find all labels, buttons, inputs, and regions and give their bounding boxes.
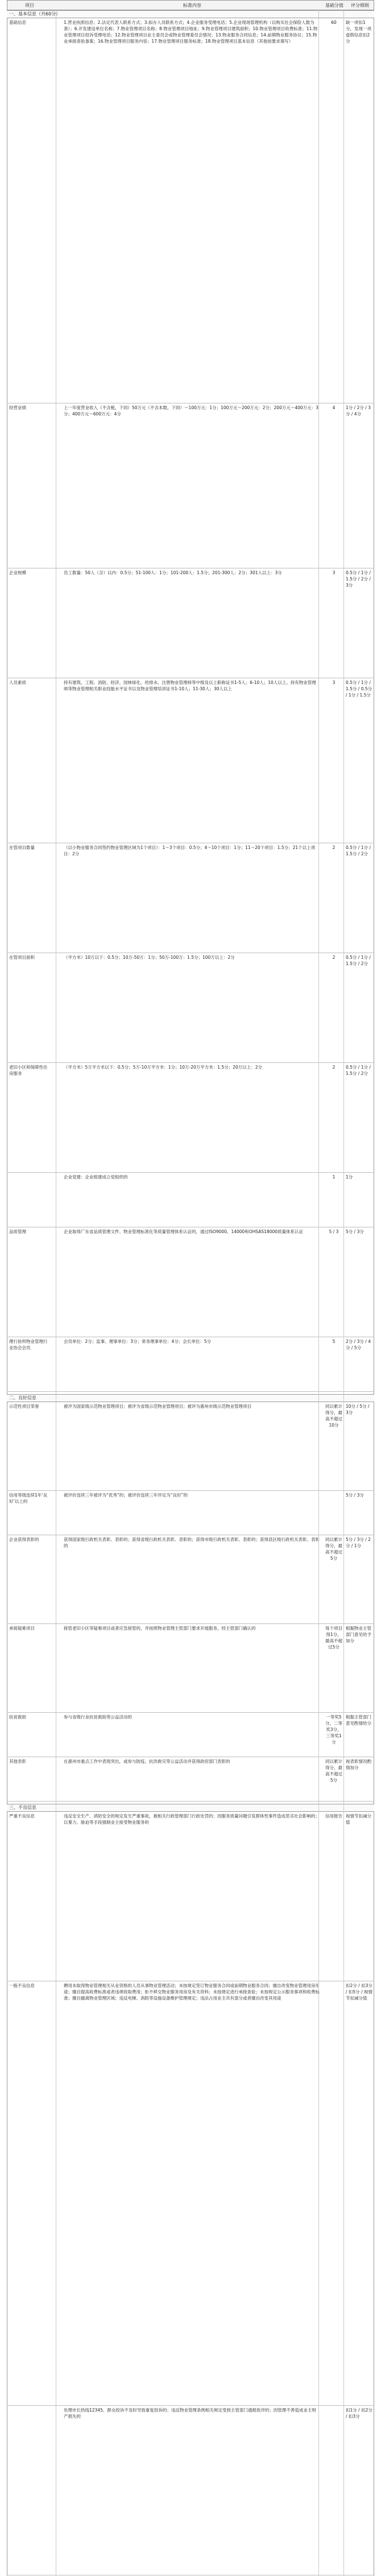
- row-rule: 0.5分 / 1分 / 1.5分 / 2分: [346, 845, 371, 856]
- row-standard: 企业取得广东省品质管理文件、物业管理标准化等质量管理体系认证的，通过ISO9000、14000和OHSAS18000质量体系认证: [64, 1229, 304, 1234]
- row-rule: 扣2分 / 扣3分 / 扣5分 / 视情节扣减分值: [346, 1983, 372, 2001]
- table-row: [7, 1812, 374, 1981]
- row-item: 在管项目面积: [9, 955, 35, 960]
- row-rule: 10分 / 5分 / 3分: [346, 1404, 370, 1415]
- table-row: [7, 1624, 374, 1713]
- row-points: 5 / 3: [329, 1229, 339, 1234]
- row-points: 3: [332, 680, 336, 685]
- header-item: 项目: [25, 2, 34, 8]
- row-standard: 参与省级行业扶贫救助等公益活动的: [64, 1714, 132, 1720]
- row-item: 严重不良信息: [9, 1813, 35, 1819]
- table-row: [7, 843, 374, 953]
- row-rule: 5分 / 3分 / 2分 / 1分: [346, 1537, 371, 1548]
- row-points: 一等奖5分，二等奖3分，三等奖1分: [325, 1714, 342, 1745]
- row-points: 3: [332, 570, 336, 575]
- row-standard: 获得国家级行政机关表彰、表彰的；获得省级行政机关表彰、表彰的；获得市级行政机关表彰、表彰的；获得县区级行政机关表彰、表彰的: [64, 1537, 320, 1548]
- row-item: 一般不良信息: [9, 1983, 35, 1988]
- row-points: 每个项目得1分，最高不超过5分: [325, 1626, 342, 1650]
- row-points: 2: [332, 1065, 336, 1070]
- row-rule: 2分 / 3分 / 4分 / 5分: [346, 1339, 371, 1350]
- table-row: [7, 1491, 374, 1535]
- row-standard: （以小物业服务合同签约物业管理区域为1个项目）：1～3个项目：0.5分；4～10个项目：1分；11～20个项目：1.5分；21个以上项目：2分: [64, 845, 316, 856]
- row-standard: 接管老旧小区等疑难项目或者应急接管的，并按照物业管理主管部门要求开展服务，经主管部门确认的: [64, 1626, 256, 1631]
- row-standard: 处理市长热线12345、群众投诉不及时导致重复投诉的；违反物业管理条例相关规定受到主管部门通报批评的；因管理不善造成业主财产损失的: [64, 2408, 316, 2419]
- row-points: 2: [332, 955, 336, 960]
- row-item: 扶贫救助: [9, 1714, 26, 1720]
- row-rule: 1分 / 2分 / 3分 / 4分: [346, 405, 371, 417]
- row-rule: 视表彰情况酌情加分: [346, 1759, 371, 1770]
- header-standard: 标准内容: [183, 2, 201, 8]
- row-standard: 企业党建：企业组建成立党组织的: [64, 1174, 128, 1180]
- row-points: 同以累计得分，最高不超过5分: [325, 1759, 342, 1783]
- section-title: 三、不良信息: [7, 1804, 374, 1812]
- row-item: 企业获得表彰的: [9, 1537, 39, 1542]
- header-rule: 评分细则: [351, 2, 369, 8]
- row-points: 同以累计得分，最高不超过5分: [325, 1537, 342, 1561]
- row-item: 基础信息: [9, 20, 26, 25]
- row-item: 其他表彰: [9, 1759, 26, 1764]
- row-standard: 持有建筑、工程、消防、经济、园林绿化、给排水、注册物业管理师等中级及以上职称证书1-5人；6-10人；10人以上。持有物业管理师等物业管理相关职业技能水平证书以及物业管理培训证书1-10人；11-30人；30人以上: [64, 680, 316, 691]
- row-standard: 会员单位：2分；监事、理事单位：3分；常务理事单位：4分；会长单位：5分: [64, 1339, 212, 1344]
- row-points: 60: [331, 20, 337, 25]
- row-standard: 在惠州市重点工作中表现突出，或参与防疫、抗洪救灾等公益活动并获得政府部门表彰的: [64, 1759, 230, 1764]
- row-item: 示范性项目荣誉: [9, 1404, 39, 1409]
- row-standard: （平方米）10万以下：0.5分；10万-50万：1分；50万-100万：1.5分；100万以上：2分: [64, 955, 235, 960]
- row-item: 经营业绩: [9, 405, 26, 410]
- row-rule: 缺一项扣1分，发现一项虚假信息扣2分: [346, 20, 371, 44]
- table-row: [7, 1535, 374, 1624]
- table-row: [7, 1173, 374, 1227]
- header-base: 基础分值: [325, 2, 343, 8]
- table-row: [7, 1227, 374, 1337]
- row-rule: 0.5分 / 1分 / 1.5分 / 2分 / 3分: [346, 570, 371, 588]
- row-rule: 5分 / 3分: [346, 1493, 364, 1498]
- table-row: [7, 1337, 374, 1392]
- row-standard: 员工数量：50人（含）以内：0.5分；51-100人：1分；101-200人：1.5分；201-300人：2分；301人以上：3分: [64, 570, 282, 575]
- table-row: [7, 678, 374, 843]
- table-row: [7, 1981, 374, 2406]
- section-title: 二、良好信息: [7, 1394, 374, 1402]
- row-rule: 视情节扣减分值: [346, 1813, 371, 1825]
- table-row: [7, 1063, 374, 1173]
- row-item: 品质管理: [9, 1229, 26, 1234]
- row-standard: 聘用未取得物业管理相关从业资格的人员从事物业管理活动；未按规定签订物业服务合同或前期物业服务合同；擅自改变物业管理用房用途；擅自提高收费标准或者违规收取费用；拒不移交物业服务用房及有关资料；未按规定进行承接查验；未按规定公示服务事项和收费标准；擅自撤离物业管理区域；违反电梯、消防等设施设备维护管理规定；违法占用业主共有部分或者擅自改变其用途: [64, 1983, 320, 2001]
- row-item: 企业规模: [9, 570, 26, 575]
- table-row: [7, 403, 374, 568]
- row-rule: 根据物业主管部门意见给予加分: [346, 1626, 371, 1643]
- table-row: [7, 953, 374, 1063]
- row-points: 同以累计得分，最高不超过10分: [325, 1404, 342, 1428]
- row-standard: 被评为国家级示范物业管理项目；被评为省级示范物业管理项目；被评为惠州市级示范物业管理项目: [64, 1404, 251, 1409]
- row-item: 老旧小区和保障性住房服务: [9, 1065, 48, 1076]
- row-item: 理行协所物业管理行业协会会员: [9, 1339, 48, 1350]
- row-rule: 0.5分 / 1分 / 1.5分 / 0.5分 / 1分 / 1.5分: [346, 680, 372, 698]
- table-row: [7, 2406, 374, 2575]
- row-points: 1: [332, 1174, 336, 1180]
- table-row: [7, 568, 374, 678]
- row-rule: 0.5分 / 1分 / 1.5分 / 2分: [346, 955, 371, 966]
- row-rule: 5分 / 3分: [346, 1229, 364, 1234]
- row-points: 2: [332, 845, 336, 850]
- row-standard: 违反安全生产、消防安全的规定发生严重事故，被相关行政管理部门行政处罚的；因服务质量问题引发群体性事件造成恶劣社会影响的；以暴力、胁迫等手段强制业主接受物业服务的: [64, 1813, 320, 1825]
- row-rule: 扣1分 / 扣2分 / 扣3分: [346, 2408, 372, 2419]
- row-item: 承接疑难项目: [9, 1626, 35, 1631]
- row-standard: 被评价连续三年被评为“优秀”的；被评价连续三年评定为“良好”的: [64, 1493, 188, 1498]
- row-standard: （平方米）5万平方米以下：0.5分；5万-10万平方米：1分；10万-20万平方米：1.5分；20万以上：2分: [64, 1065, 263, 1070]
- row-item: 信用等级连续1年‘良好’以上的: [9, 1493, 48, 1504]
- row-rule: 根据主管部门意见酌情给分: [346, 1714, 371, 1726]
- row-rule: 0.5分 / 1分 / 1.5分 / 2分: [346, 1065, 371, 1076]
- column-divider: [343, 10, 344, 2576]
- table-row: [7, 1757, 374, 1802]
- row-points: 4: [332, 405, 336, 410]
- table-row: [7, 1713, 374, 1757]
- row-points: 信用报告: [325, 1813, 342, 1819]
- row-rule: 1分: [346, 1174, 353, 1180]
- section-title: 一、基本信息（共60分）: [7, 10, 374, 18]
- row-standard: 1.营业执照信息；2.法定代表人联系方式；3.拟办人员联系方式；4.企业服务受理电话；5.企业现场管理机构（以购买社会保险人数为准）；6.开发建设单位名称；7.物业管理项目名称；8.物业管理项目地址；9.物业管理项目建筑面积；10.物业管理项目收费标准；11.物业管理项目投诉受理电话；12.物业管理项目业主委员会或物业管理委员会情况；13.物业服务合同信息；14.前期物业服务协议；15.物业承接查验备案；16.物业管理项目服务内容；17.物业管理项目服务标准；18.物业管理项目基本信息（其他按要求填写）: [64, 20, 318, 44]
- row-standard: 上一年度营业收入（不含税，下同）50万元（不含本数，下同）～100万元：1分；100万元～200万元：2分；200万元～400万元：3分；400万元～600万元：4分: [64, 405, 318, 417]
- column-divider: [318, 10, 319, 2576]
- table-header: [7, 0, 374, 10]
- row-points: 5: [332, 1339, 336, 1344]
- row-item: 在管项目数量: [9, 845, 35, 850]
- table-row: [7, 18, 374, 403]
- table-row: [7, 1402, 374, 1491]
- row-item: 人员素质: [9, 680, 26, 685]
